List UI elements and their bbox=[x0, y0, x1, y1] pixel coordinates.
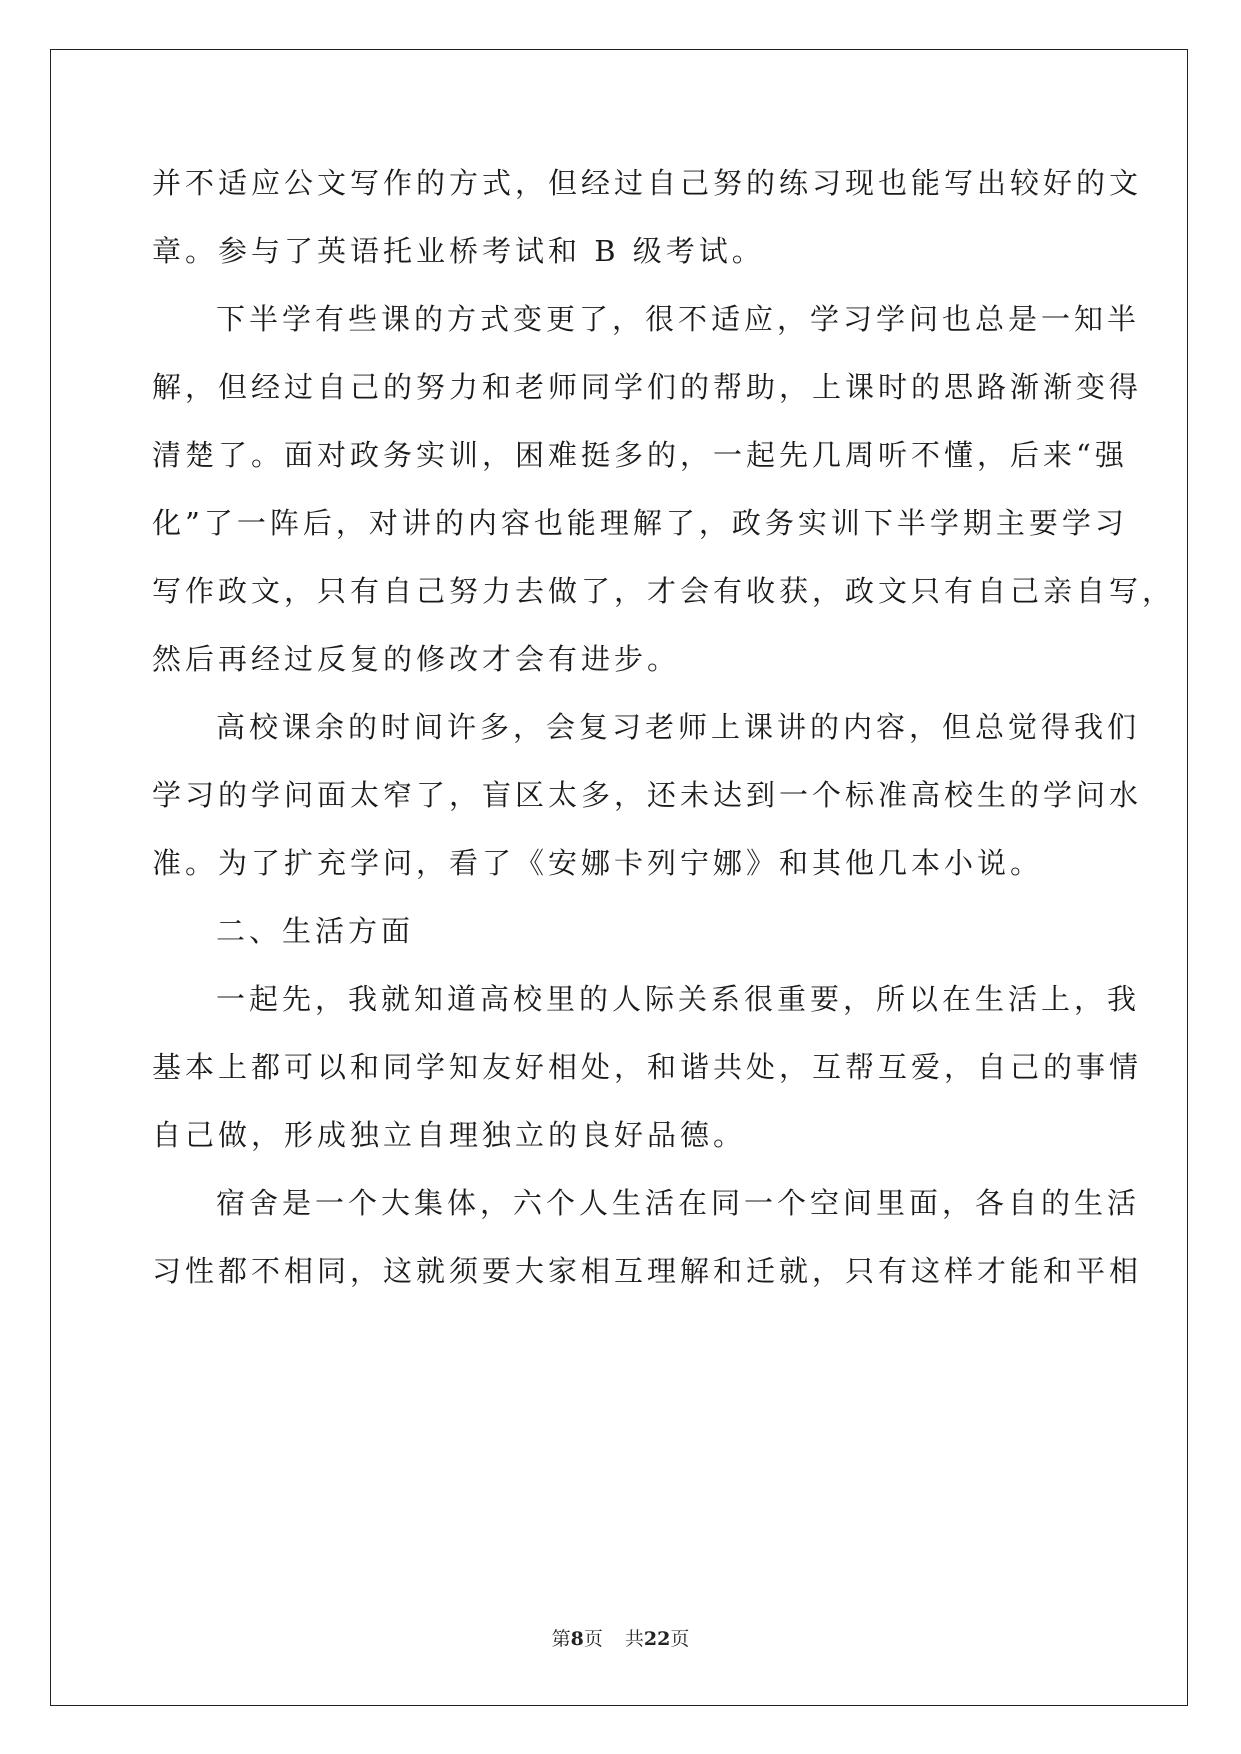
text-line: 基本上都可以和同学知友好相处，和谐共处，互帮互爱，自己的事情 bbox=[152, 1050, 1143, 1084]
text-line: 写作政文，只有自己努力去做了，才会有收获，政文只有自己亲自写， bbox=[152, 574, 1176, 608]
page-suffix: 页 bbox=[583, 1628, 603, 1650]
section-heading: 二、生活方面 bbox=[216, 914, 415, 948]
text-line: 清楚了。面对政务实训，困难挺多的，一起先几周听不懂，后来“强 bbox=[152, 438, 1128, 472]
text-line: 习性都不相同，这就须要大家相互理解和迁就，只有这样才能和平相 bbox=[152, 1254, 1143, 1288]
text-line: 学习的学问面太窄了，盲区太多，还未达到一个标准高校生的学问水 bbox=[152, 778, 1143, 812]
text-line: 一起先，我就知道高校里的人际关系很重要，所以在生活上，我 bbox=[216, 982, 1141, 1016]
text-line: 解，但经过自己的努力和老师同学们的帮助，上课时的思路渐渐变得 bbox=[152, 370, 1143, 404]
total-suffix: 页 bbox=[670, 1628, 690, 1650]
text-line: 然后再经过反复的修改才会有进步。 bbox=[152, 642, 681, 676]
page-number: 8 bbox=[570, 1628, 584, 1650]
text-line: 化”了一阵后，对讲的内容也能理解了，政务实训下半学期主要学习 bbox=[152, 506, 1128, 540]
text-line: 并不适应公文写作的方式，但经过自己努的练习现也能写出较好的文 bbox=[152, 166, 1143, 200]
page-prefix: 第 bbox=[551, 1628, 571, 1650]
text-line: 高校课余的时间许多，会复习老师上课讲的内容，但总觉得我们 bbox=[216, 710, 1141, 744]
text-line: 准。为了扩充学问，看了《安娜卡列宁娜》和其他几本小说。 bbox=[152, 846, 1044, 880]
page-footer bbox=[0, 1624, 1241, 1651]
total-pages: 22 bbox=[643, 1628, 671, 1650]
text-line: 章。参与了英语托业桥考试和 B 级考试。 bbox=[152, 234, 765, 268]
text-line: 宿舍是一个大集体，六个人生活在同一个空间里面，各自的生活 bbox=[216, 1186, 1141, 1220]
total-prefix: 共 bbox=[624, 1628, 644, 1650]
text-line: 自己做，形成独立自理独立的良好品德。 bbox=[152, 1118, 747, 1152]
text-line: 下半学有些课的方式变更了，很不适应，学习学问也总是一知半 bbox=[216, 302, 1141, 336]
